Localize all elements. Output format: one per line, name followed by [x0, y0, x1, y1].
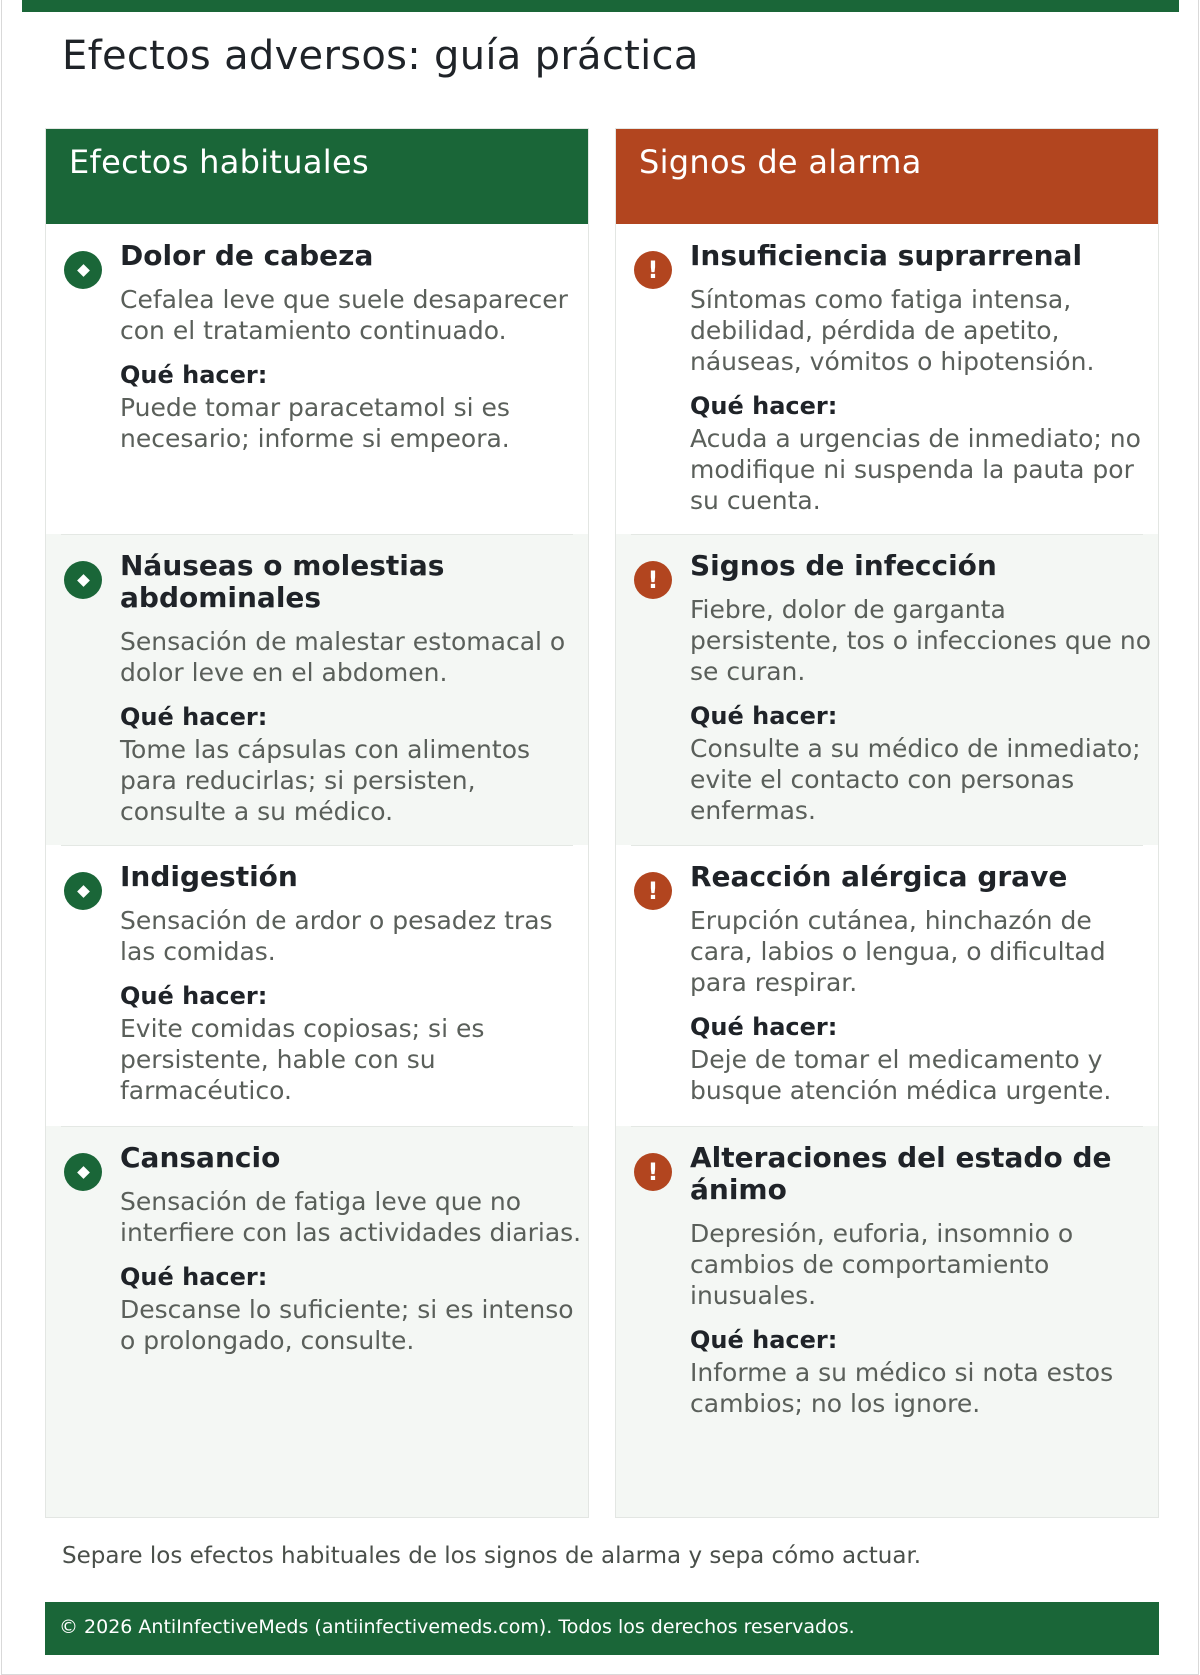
item-description: Depresión, euforia, insomnio o cambios de comportamiento inusuales. — [690, 1219, 1074, 1310]
exclamation-icon: ! — [634, 561, 672, 599]
what-to-do-label: Qué hacer: — [120, 703, 268, 731]
exclamation-icon: ! — [634, 1153, 672, 1191]
item-advice: Tome las cápsulas con alimentos para reducirlas; si persisten, consulte a su médico. — [120, 735, 531, 826]
item-advice: Informe a su médico si nota estos cambios; no los ignore. — [690, 1358, 1114, 1418]
item-advice: Evite comidas copiosas; si es persistente, hable con su farmacéutico. — [120, 1014, 485, 1105]
alarm-signs-header: Signos de alarma — [616, 129, 1158, 224]
top-accent-bar — [22, 0, 1179, 12]
alarm-signs-column — [615, 128, 1159, 1518]
alarm-item-allergy — [616, 845, 1158, 1126]
item-title: Indigestión — [120, 860, 298, 893]
check-dot-icon — [64, 561, 102, 599]
item-title: Cansancio — [120, 1141, 281, 1174]
item-description: Sensación de ardor o pesadez tras las comidas. — [120, 906, 553, 966]
item-advice: Descanse lo suficiente; si es intenso o prolongado, consulte. — [120, 1295, 574, 1355]
item-advice: Deje de tomar el medicamento y busque atención médica urgente. — [690, 1045, 1112, 1105]
effect-item-headache — [46, 224, 588, 534]
divider — [61, 1126, 573, 1127]
effect-item-indigestion — [46, 845, 588, 1126]
effect-item-nausea — [46, 534, 588, 845]
divider — [631, 1126, 1143, 1127]
footer — [45, 1602, 1159, 1655]
item-description: Cefalea leve que suele desaparecer con el tratamiento continuado. — [120, 285, 568, 345]
item-description: Erupción cutánea, hinchazón de cara, labios o lengua, o dificultad para respirar. — [690, 906, 1106, 997]
check-dot-icon — [64, 872, 102, 910]
what-to-do-label: Qué hacer: — [690, 1326, 838, 1354]
exclamation-icon: ! — [634, 872, 672, 910]
effect-item-fatigue — [46, 1126, 588, 1517]
caption: Separe los efectos habituales de los signos de alarma y sepa cómo actuar. — [62, 1543, 922, 1569]
alarm-item-mood — [616, 1126, 1158, 1517]
common-effects-column — [45, 128, 589, 1518]
check-dot-icon — [64, 251, 102, 289]
what-to-do-label: Qué hacer: — [120, 361, 268, 389]
item-title: Insuficiencia suprarrenal — [690, 239, 1083, 272]
check-dot-icon — [64, 1153, 102, 1191]
item-advice: Puede tomar paracetamol si es necesario; informe si empeora. — [120, 393, 510, 453]
columns — [45, 128, 1159, 1518]
item-title: Dolor de cabeza — [120, 239, 374, 272]
item-title: Signos de infección — [690, 549, 997, 582]
item-advice: Consulte a su médico de inmediato; evite el contacto con personas enfermas. — [690, 734, 1141, 825]
what-to-do-label: Qué hacer: — [690, 1013, 838, 1041]
page — [1, 0, 1199, 1675]
common-effects-header: Efectos habituales — [46, 129, 588, 224]
divider — [631, 845, 1143, 846]
what-to-do-label: Qué hacer: — [120, 982, 268, 1010]
item-title: Náuseas o molestias abdominales — [120, 549, 445, 614]
divider — [61, 845, 573, 846]
what-to-do-label: Qué hacer: — [690, 702, 838, 730]
item-description: Síntomas como fatiga intensa, debilidad, pérdida de apetito, náuseas, vómitos o hipotensión. — [690, 285, 1095, 376]
page-title: Efectos adversos: guía práctica — [62, 33, 699, 79]
copyright-text: © 2026 AntiInfectiveMeds (antiinfectivemeds.com). Todos los derechos reservados. — [59, 1616, 855, 1638]
item-description: Sensación de fatiga leve que no interfiere con las actividades diarias. — [120, 1187, 582, 1247]
item-title: Reacción alérgica grave — [690, 860, 1068, 893]
item-description: Fiebre, dolor de garganta persistente, tos o infecciones que no se curan. — [690, 595, 1152, 686]
item-description: Sensación de malestar estomacal o dolor leve en el abdomen. — [120, 627, 566, 687]
item-title: Alteraciones del estado de ánimo — [690, 1141, 1112, 1206]
what-to-do-label: Qué hacer: — [120, 1263, 268, 1291]
divider — [631, 534, 1143, 535]
divider — [61, 534, 573, 535]
what-to-do-label: Qué hacer: — [690, 392, 838, 420]
item-advice: Acuda a urgencias de inmediato; no modifique ni suspenda la pauta por su cuenta. — [690, 424, 1141, 515]
alarm-item-infection — [616, 534, 1158, 845]
exclamation-icon: ! — [634, 251, 672, 289]
alarm-item-adrenal — [616, 224, 1158, 534]
